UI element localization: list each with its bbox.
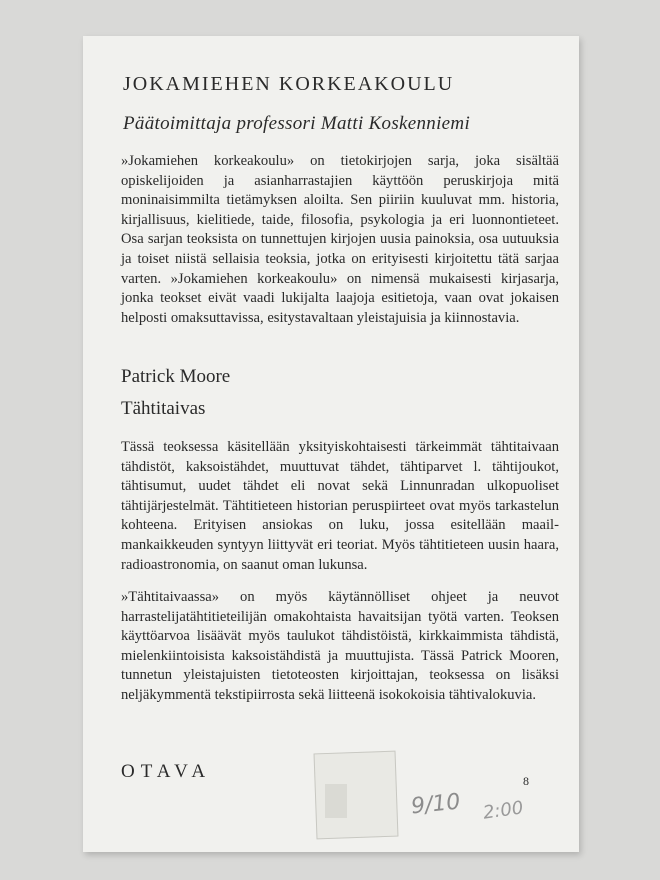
handwritten-mark-1: 9/10 <box>409 789 462 820</box>
editor-line: Päätoimittaja professori Matti Koskenniemi <box>123 113 471 134</box>
sticker-mark <box>325 784 347 818</box>
handwritten-mark-2: 2:00 <box>481 797 525 824</box>
series-title: JOKAMIEHEN KORKEAKOULU <box>123 73 455 95</box>
book-title: Tähtitaivas <box>121 398 206 419</box>
book-description-2: »Tähtitaivaassa» on myös käytännölliset ohjeet ja neuvot harrastelijatähtitieteilijän omakohtaista havaitsijan työtä varten. Teoksen käyttöarvoa lisäävät myös taulukot tähdistöistä, kirkkaimmista tähdistä, mielenkiintoisista kaksoistähdistä ja muuttujista. Tässä Patrick Mooren, tunnetun yleistajuisten tietoteosten kirjoittajan, teoksessa on lisäksi neljäkymmentä tekstipiirrosta sekä liitteenä isokokoisia tähtivalokuvia. <box>121 589 559 703</box>
book-author: Patrick Moore <box>121 366 231 387</box>
book-description-1: Tässä teoksessa käsitellään yksityiskohtaisesti tärkeimmät tähtitaivaan tähdistöt, kaksoistähdet, muuttuvat tähdet, tähtiparvet l. tähtijoukot, tähtisumut, uudet tähdet eli novat sekä Linnunradan ulkopuoliset tähtijärjestelmät. Tähtitieteen historian peruspiirteet ovat myös tarkastelun kohteena. Erityisen ansiokas on luku, jossa esitellään maailmankaikkeuden syntyyn liittyvät eri teoriat. Myös tähtitieteen uusin haara, radioastronomia, on saanut oman lukunsa. <box>121 439 559 573</box>
page-number: 8 <box>523 774 529 788</box>
book-back-cover <box>83 36 579 852</box>
publisher-name: OTAVA <box>121 761 212 782</box>
series-description: »Jokamiehen korkeakoulu» on tietokirjojen sarja, joka sisältää opiskelijoiden ja asianharrastajien käyttöön peruskirjoja mitä moninaisimmilta tietämyksen aloilta. Sen piiriin kuuluvat mm. historia, kirjallisuus, kielitiede, taide, filosofia, psykologia ja eri luonnontieteet. Osa sarjan teoksista on tunnettujen kirjojen uusia painoksia, osa uutuuksia ja toiset niistä sellaisia teoksia, jotka on erityisesti kirjoitettu tätä sarjaa varten. »Jokamiehen korkeakoulu» on nimensä mukaisesti kirjasarja, jonka teokset eivät vaadi lukijalta laajoja esitietoja, vaan ovat jokaisen helposti omaksuttavissa, esitystavaltaan yleistajuisia ja kiinnostavia. <box>121 153 559 326</box>
